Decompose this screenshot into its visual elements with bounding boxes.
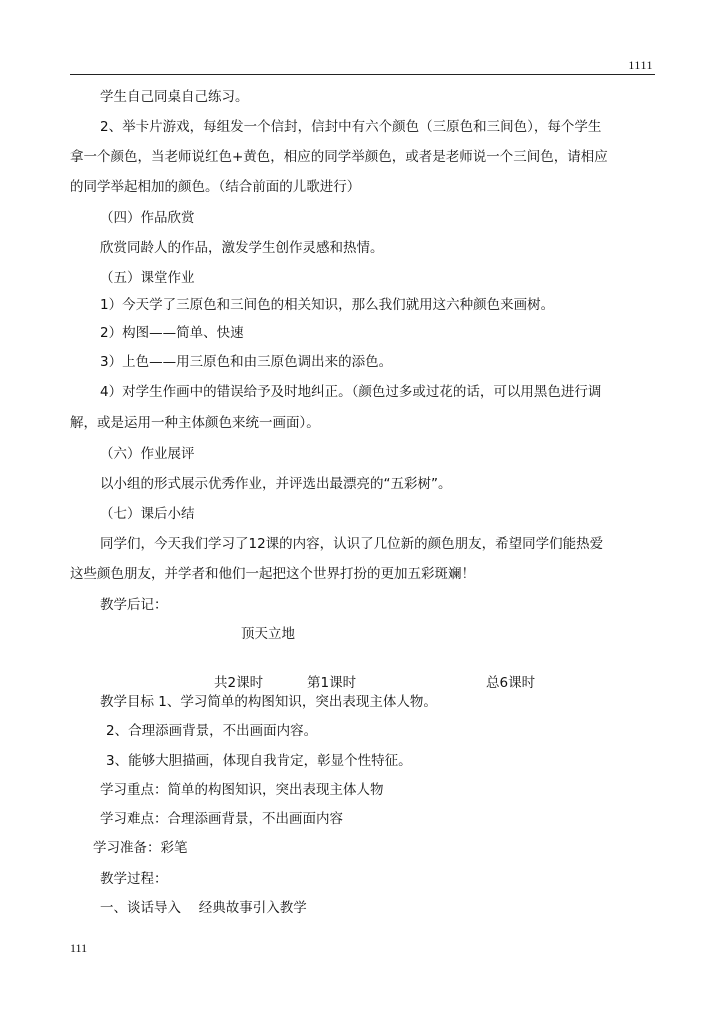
- body-line: 这些颜色朋友，并学者和他们一起把这个世界打扮的更加五彩斑斓！: [70, 566, 475, 582]
- current-hour: 第1课时: [307, 675, 357, 691]
- body-line: 3）上色——用三原色和由三原色调出来的添色。: [100, 354, 393, 370]
- body-line: 3、能够大胆描画，体现自我肯定，彰显个性特征。: [106, 753, 412, 769]
- total-hours: 共2课时: [214, 675, 264, 691]
- header-rule: [70, 74, 655, 75]
- body-line: 学习准备：彩笔: [93, 840, 188, 856]
- body-line: 拿一个颜色，当老师说红色+黄色，相应的同学举颜色，或者是老师说一个三间色，请相应: [70, 149, 608, 165]
- body-line: 学习重点：简单的构图知识，突出表现主体人物: [100, 782, 384, 798]
- body-line: 教学过程：: [100, 871, 168, 887]
- body-line: 学习难点：合理添画背景，不出画面内容: [100, 811, 343, 827]
- section-heading: （四）作品欣赏: [100, 210, 195, 226]
- body-line: 2、举卡片游戏，每组发一个信封，信封中有六个颜色（三原色和三间色），每个学生: [100, 119, 602, 135]
- section-heading: （七）课后小结: [100, 506, 195, 522]
- section-heading: （五）课堂作业: [100, 270, 195, 286]
- body-line: 一、谈话导入 经典故事引入教学: [100, 900, 307, 916]
- body-line: 欣赏同龄人的作品，激发学生创作灵感和热情。: [100, 240, 384, 256]
- body-line: 以小组的形式展示优秀作业，并评选出最漂亮的“五彩树”。: [100, 476, 452, 492]
- body-line: 学生自己同桌自己练习。: [100, 89, 249, 105]
- header-page-label: 1111: [628, 58, 653, 72]
- body-line: 教学目标 1、学习简单的构图知识，突出表现主体人物。: [100, 694, 437, 710]
- body-line: 解，或是运用一种主体颜色来统一画面）。: [70, 415, 320, 431]
- body-line: 2）构图——简单、快速: [100, 325, 244, 341]
- body-line: 4）对学生作画中的错误给予及时地纠正。（颜色过多或过花的话，可以用黑色进行调: [100, 384, 602, 400]
- body-line: 的同学举起相加的颜色。（结合前面的儿歌进行）: [70, 179, 361, 195]
- section-heading: （六）作业展评: [100, 446, 195, 462]
- body-line: 同学们，今天我们学习了12课的内容，认识了几位新的颜色朋友，希望同学们能热爱: [100, 536, 604, 552]
- footer-page-label: 111: [70, 941, 88, 955]
- lesson-title: 顶天立地: [241, 626, 295, 642]
- body-line: 1）今天学了三原色和三间色的相关知识，那么我们就用这六种颜色来画树。: [100, 297, 555, 313]
- overall-hours: 总6课时: [486, 675, 536, 691]
- body-line: 教学后记：: [100, 597, 168, 613]
- body-line: 2、合理添画背景，不出画面内容。: [106, 723, 318, 739]
